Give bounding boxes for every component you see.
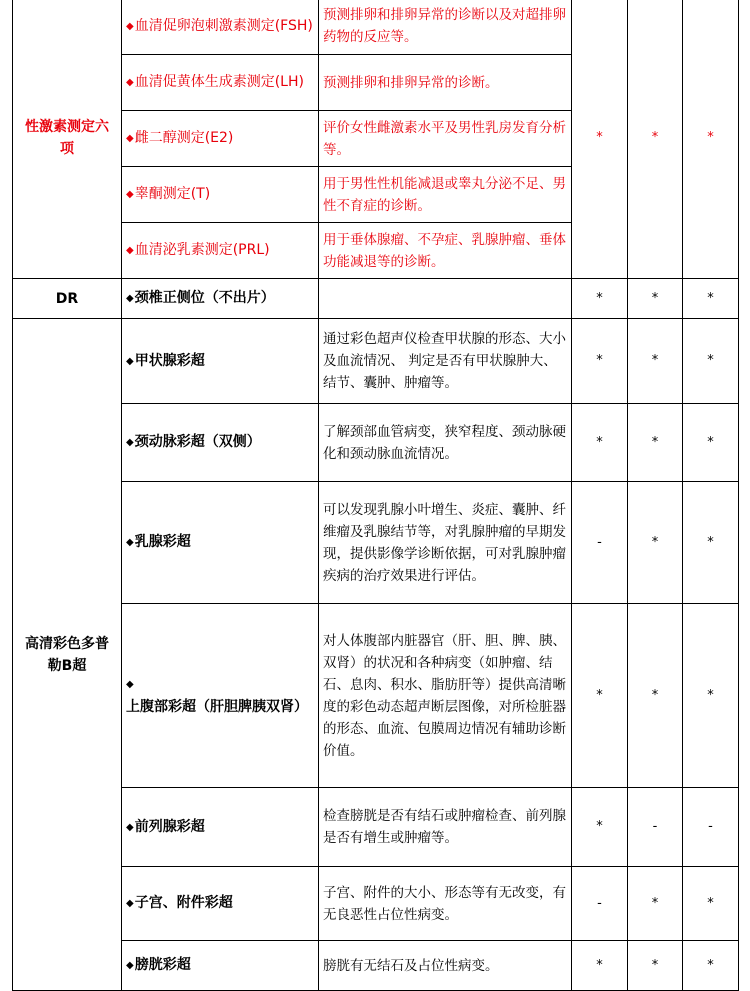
mark-cell: -: [628, 788, 683, 867]
item-label: 血清促卵泡刺激素测定(FSH): [134, 17, 313, 34]
mark-cell: *: [628, 867, 683, 941]
description-cell: 用于垂体腺瘤、不孕症、乳腺肿瘤、垂体功能减退等的诊断。: [319, 223, 572, 279]
description-cell: 评价女性雌激素水平及男性乳房发育分析等。: [319, 111, 572, 167]
item-label: 血清促黄体生成素测定(LH): [134, 74, 304, 90]
item-cell: [122, 941, 319, 991]
mark-cell: *: [683, 404, 739, 482]
exam-items-table: [12, 0, 739, 991]
item-cell: [122, 404, 319, 482]
item-cell: [122, 482, 319, 604]
mark-cell: -: [572, 867, 628, 941]
mark-cell: *: [683, 941, 739, 991]
mark-cell: *: [628, 279, 683, 319]
bullet-icon: ◆: [126, 245, 134, 256]
item-cell: [122, 319, 319, 404]
mark-cell: *: [572, 0, 628, 279]
item-cell: [122, 167, 319, 223]
bullet-icon: ◆: [126, 537, 134, 548]
description-cell: 子宫、附件的大小、形态等有无改变，有无良恶性占位性病变。: [319, 867, 572, 941]
mark-cell: *: [683, 867, 739, 941]
item-label: 甲状腺彩超: [134, 352, 205, 369]
item-label: 上腹部彩超（肝胆脾胰双肾）: [126, 699, 308, 715]
mark-cell: *: [572, 941, 628, 991]
mark-cell: *: [628, 319, 683, 404]
bullet-icon: ◆: [126, 821, 134, 833]
category-cell: DR: [13, 279, 122, 319]
description-cell: 对人体腹部内脏器官（肝、胆、脾、胰、双肾）的状况和各种病变（如肿瘤、结石、息肉、积水、脂肪肝等）提供高清晰度的彩色动态超声断层图像，对所检脏器的形态、血流、包膜周边情况有辅助诊断价值。: [319, 604, 572, 788]
bullet-icon: ◆: [126, 189, 134, 200]
bullet-icon: ◆: [126, 355, 134, 367]
bullet-icon: ◆: [126, 960, 134, 971]
item-label: 乳腺彩超: [134, 534, 191, 550]
bullet-icon: ◆: [126, 77, 134, 88]
bullet-icon: ◆: [126, 133, 134, 144]
item-label: 前列腺彩超: [134, 818, 205, 835]
table-row: [13, 604, 739, 788]
bullet-icon: ◆: [126, 437, 134, 448]
description-cell: 膀胱有无结石及占位性病变。: [319, 941, 572, 991]
mark-cell: *: [572, 404, 628, 482]
item-cell: [122, 111, 319, 167]
description-cell: 用于男性性机能减退或睾丸分泌不足、男性不育症的诊断。: [319, 167, 572, 223]
description-cell: [319, 279, 572, 319]
mark-cell: -: [572, 482, 628, 604]
table-row: [13, 867, 739, 941]
mark-cell: *: [683, 279, 739, 319]
mark-cell: *: [683, 319, 739, 404]
mark-cell: *: [572, 788, 628, 867]
item-cell: [122, 867, 319, 941]
bullet-icon: ◆: [126, 293, 134, 304]
mark-cell: *: [683, 604, 739, 788]
mark-cell: *: [572, 604, 628, 788]
item-label: 子宫、附件彩超: [134, 895, 233, 911]
mark-cell: *: [628, 0, 683, 279]
item-cell: [122, 55, 319, 111]
item-label: 颈椎正侧位（不出片）: [134, 290, 275, 306]
description-cell: 通过彩色超声仪检查甲状腺的形态、大小及血流情况、 判定是否有甲状腺肿大、结节、囊肿、肿瘤等。: [319, 319, 572, 404]
mark-cell: -: [683, 788, 739, 867]
table-row: [13, 941, 739, 991]
item-cell: [122, 0, 319, 55]
item-cell: [122, 223, 319, 279]
mark-cell: *: [628, 482, 683, 604]
table-row: [13, 482, 739, 604]
bullet-icon: ◆: [126, 679, 134, 690]
bullet-icon: ◆: [126, 898, 134, 909]
item-label: 膀胱彩超: [134, 957, 191, 973]
item-label: 睾酮测定(T): [134, 186, 211, 202]
description-cell: 可以发现乳腺小叶增生、炎症、囊肿、纤维瘤及乳腺结节等，对乳腺肿瘤的早期发现，提供影像学诊断依据，可对乳腺肿瘤疾病的治疗效果进行评估。: [319, 482, 572, 604]
bullet-icon: ◆: [126, 20, 134, 32]
category-cell: 性激素测定六项: [13, 0, 122, 279]
mark-cell: *: [628, 604, 683, 788]
item-cell: [122, 279, 319, 319]
mark-cell: *: [572, 319, 628, 404]
item-label: 颈动脉彩超（双侧）: [134, 434, 261, 450]
item-label: 雌二醇测定(E2): [134, 130, 234, 146]
description-cell: 了解颈部血管病变，狭窄程度、颈动脉硬化和颈动脉血流情况。: [319, 404, 572, 482]
item-cell: [122, 788, 319, 867]
table-row: [13, 279, 739, 319]
table-row: [13, 0, 739, 55]
mark-cell: *: [683, 482, 739, 604]
description-cell: 预测排卵和排卵异常的诊断。: [319, 55, 572, 111]
mark-cell: *: [628, 404, 683, 482]
mark-cell: *: [572, 279, 628, 319]
table-row: [13, 404, 739, 482]
table-row: [13, 319, 739, 404]
item-cell: [122, 604, 319, 788]
description-cell: 预测排卵和排卵异常的诊断以及对超排卵药物的反应等。: [319, 0, 572, 55]
mark-cell: *: [683, 0, 739, 279]
category-cell: 高清彩色多普勒B超: [13, 319, 122, 991]
mark-cell: *: [628, 941, 683, 991]
description-cell: 检查膀胱是否有结石或肿瘤检查、前列腺是否有增生或肿瘤等。: [319, 788, 572, 867]
table-row: [13, 788, 739, 867]
item-label: 血清泌乳素测定(PRL): [134, 242, 270, 258]
